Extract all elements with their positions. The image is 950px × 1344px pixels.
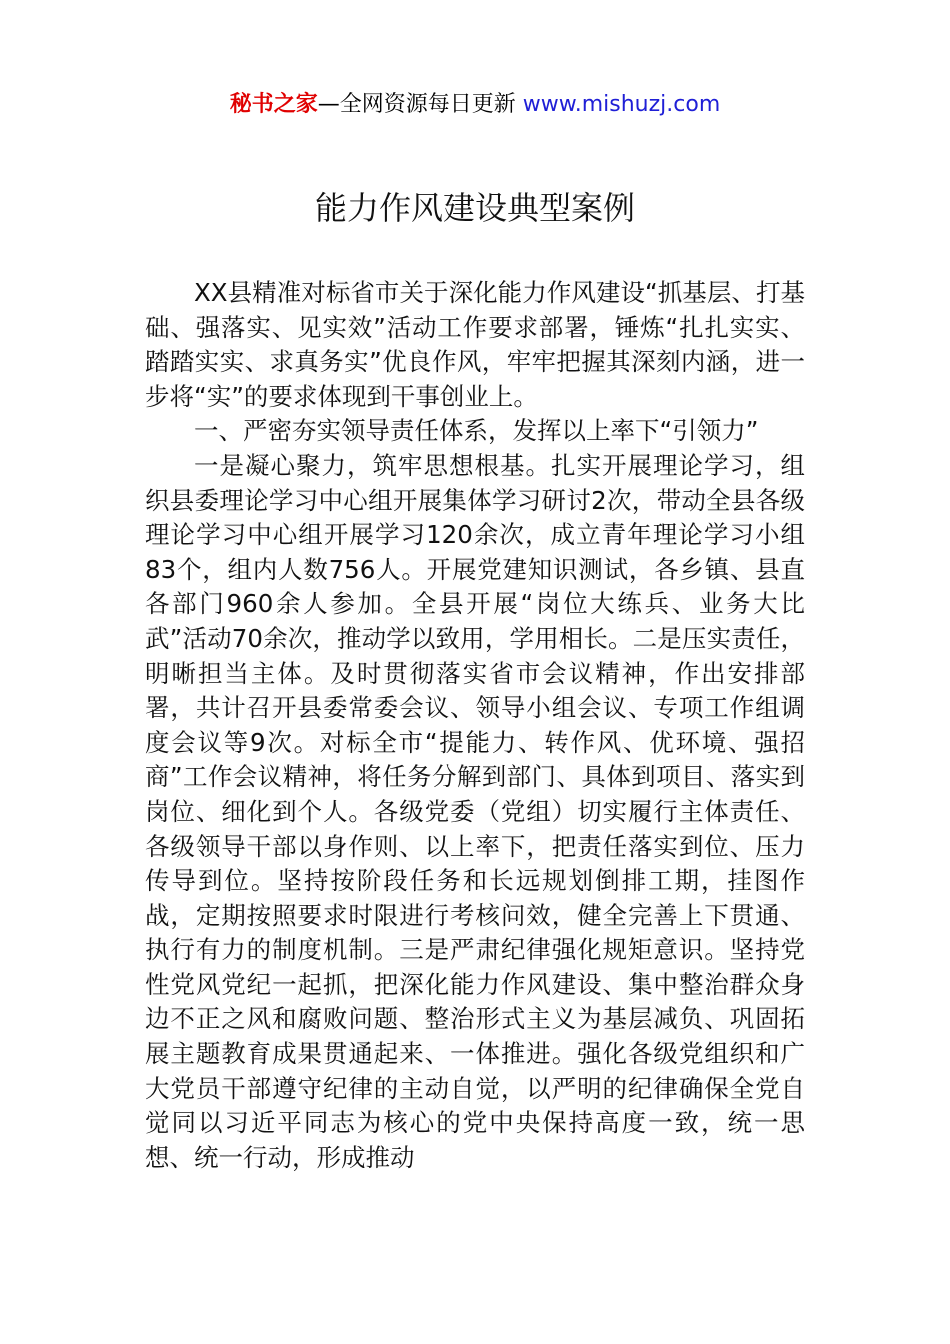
section-heading: 一、严密夯实领导责任体系，发挥以上率下“引领力” [194,416,759,446]
page-header [0,88,950,122]
header-tagline: —全网资源每日更新 [317,92,516,117]
brand-name: 秘书之家 [229,92,318,117]
document-title: 能力作风建设典型案例 [314,189,635,227]
site-url-link[interactable]: www.mishuzj.com [522,92,721,117]
intro-paragraph: XX县精准对标省市关于深化能力作风建设“抓基层、打基础、强落实、见实效”活动工作要求部署，锤炼“扎扎实实、踏踏实实、求真务实”优良作风，牢牢把握其深刻内涵，进一步将“实”的要求体现到干事创业上。 [145,278,805,411]
body-paragraph: 一是凝心聚力，筑牢思想根基。扎实开展理论学习，组织县委理论学习中心组开展集体学习研讨2次，带动全县各级理论学习中心组开展学习120余次，成立青年理论学习小组83个，组内人数756人。开展党建知识测试，各乡镇、县直各部门960余人参加。全县开展“岗位大练兵、业务大比武”活动70余次，推动学以致用，学用相长。二是压实责任，明晰担当主体。及时贯彻落实省市会议精神，作出安排部署，共计召开县委常委会议、领导小组会议、专项工作组调度会议等9次。对标全市“提能力、转作风、优环境、强招商”工作会议精神，将任务分解到部门、具体到项目、落实到岗位、细化到个人。各级党委（党组）切实履行主体责任、各级领导干部以身作则、以上率下，把责任落实到位、压力传导到位。坚持按阶段任务和长远规划倒排工期，挂图作战，定期按照要求时限进行考核问效，健全完善上下贯通、执行有力的制度机制。三是严肃纪律强化规矩意识。坚持党性党风党纪一起抓，把深化能力作风建设、集中整治群众身边不正之风和腐败问题、整治形式主义为基层减负、巩固拓展主题教育成果贯通起来、一体推进。强化各级党组织和广大党员干部遵守纪律的主动自觉，以严明的纪律确保全党自觉同以习近平同志为核心的党中央保持高度一致，统一思想、统一行动，形成推动 [145,450,805,1172]
document-body [145,276,805,1175]
